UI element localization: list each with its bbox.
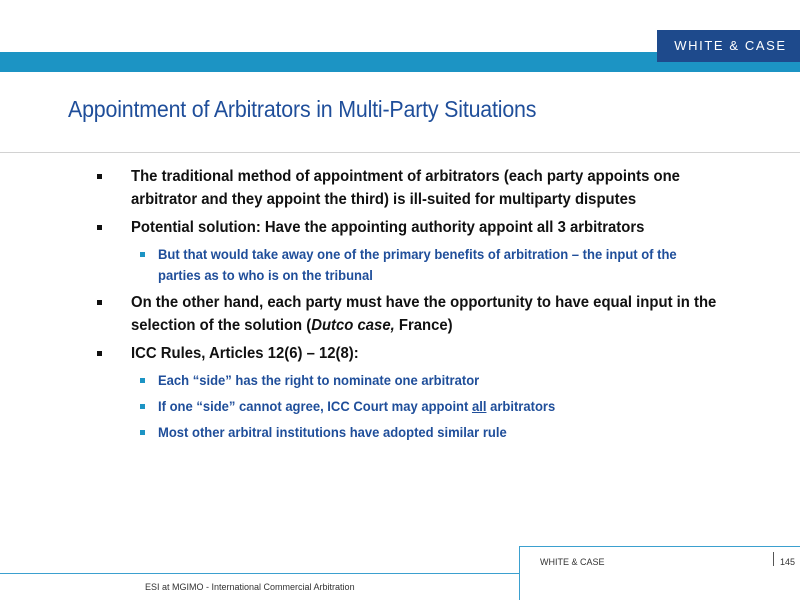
- sub-bullet-other-institutions: [94, 422, 744, 443]
- emphasis-all: all: [471, 398, 487, 414]
- bullet-text: ICC Rules, Articles 12(6) – 12(8):: [131, 345, 359, 362]
- sub-bullet-nominate: [94, 370, 744, 391]
- bullet-text: Potential solution: Have the appointing authority appoint all 3 arbitrators: [131, 219, 645, 236]
- bullet-text: [131, 291, 726, 337]
- bullet-potential-solution: [94, 216, 744, 239]
- bullet-traditional-method: [94, 165, 744, 211]
- bullet-text: The traditional method of appointment of arbitrators (each party appoints one arbitrator and they appoint the third) is ill-suited for multiparty disputes: [131, 168, 680, 208]
- square-bullet-icon: [97, 351, 102, 356]
- case-name: Dutco case,: [311, 317, 395, 334]
- slide-content: [94, 165, 744, 448]
- bullet-icc-rules: [94, 342, 744, 365]
- sub-bullet-text: Each “side” has the right to nominate one arbitrator: [158, 372, 480, 388]
- sub-bullet-icc-court: [94, 396, 744, 417]
- sub-bullet-text: But that would take away one of the primary benefits of arbitration – the input of the parties as to who is on the tribunal: [158, 246, 677, 283]
- footer-brand: WHITE & CASE: [540, 557, 605, 567]
- sub-bullet-text: [158, 396, 716, 417]
- sub-bullet-take-away-benefits: [94, 244, 744, 286]
- sub-bullet-text-part: arbitrators: [486, 398, 556, 414]
- square-bullet-icon: [97, 225, 102, 230]
- sub-bullet-text: Most other arbitral institutions have adopted similar rule: [158, 424, 507, 440]
- square-bullet-icon: [97, 300, 102, 305]
- square-bullet-icon: [140, 252, 145, 257]
- square-bullet-icon: [140, 404, 145, 409]
- white-case-logo: WHITE & CASE: [657, 30, 800, 62]
- sub-bullet-text-part: If one “side” cannot agree, ICC Court may appoint: [158, 398, 472, 414]
- square-bullet-icon: [140, 378, 145, 383]
- title-divider: [0, 152, 800, 153]
- bullet-text-part: France): [394, 317, 453, 334]
- bullet-equal-input: [94, 291, 744, 337]
- page-number: 145: [780, 557, 796, 567]
- footer-note: ESI at MGIMO - International Commercial Arbitration: [145, 582, 355, 592]
- slide-title: Appointment of Arbitrators in Multi-Party Situations: [68, 96, 537, 122]
- square-bullet-icon: [140, 430, 145, 435]
- square-bullet-icon: [97, 174, 102, 179]
- footer-divider: [773, 552, 774, 566]
- bullet-text-part: On the other hand, each party must have the opportunity to have equal input in the selection of the solution (: [131, 294, 717, 334]
